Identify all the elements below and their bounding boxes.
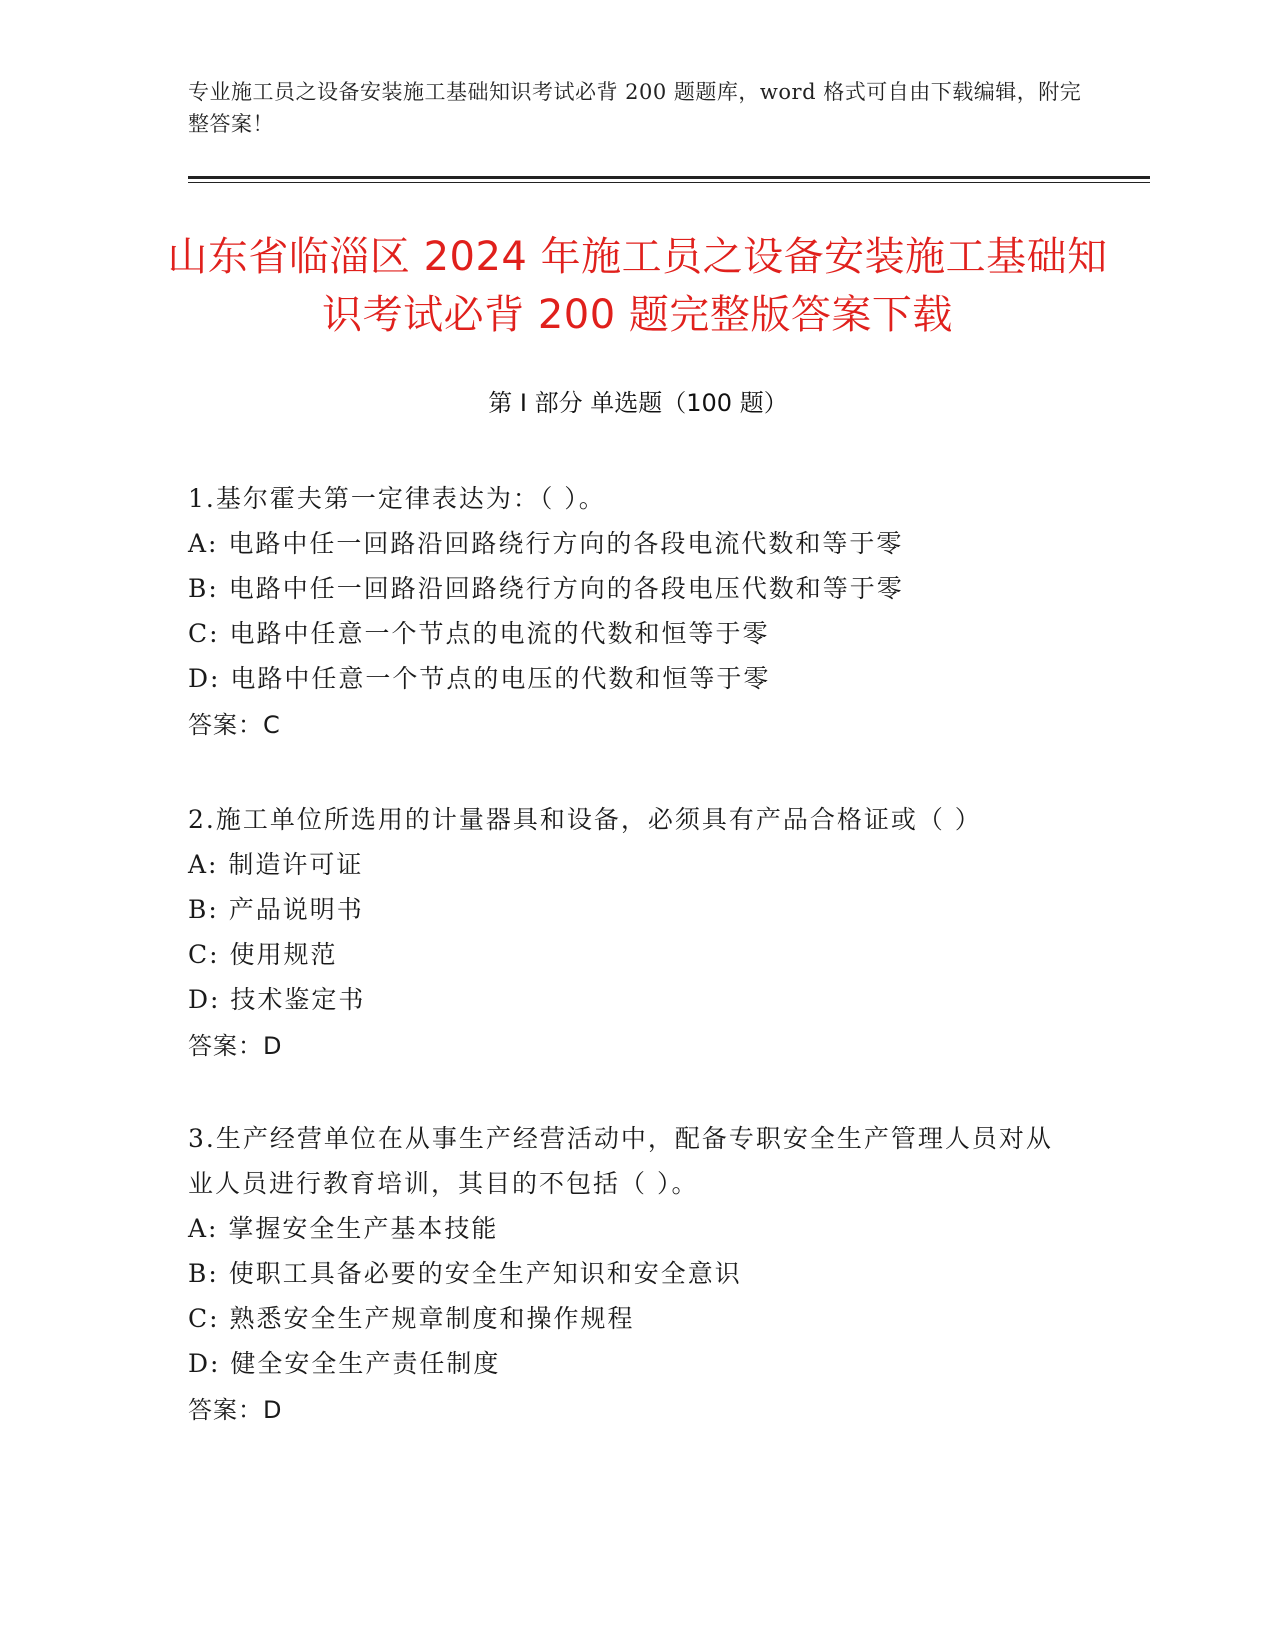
header-divider-thin — [188, 182, 1150, 183]
option-d: D: 健全安全生产责任制度 — [188, 1349, 501, 1378]
answer: 答案：D — [188, 1396, 283, 1424]
option-a: A: 电路中任一回路沿回路绕行方向的各段电流代数和等于零 — [188, 529, 904, 558]
header-note: 专业施工员之设备安装施工基础知识考试必背 200 题题库，word 格式可自由下载编辑，附完整答案！ — [188, 80, 1082, 136]
question-stem: 1.基尔霍夫第一定律表达为：（ ）。 — [188, 484, 606, 513]
question-3 — [188, 1116, 1068, 1433]
option-c: C: 熟悉安全生产规章制度和操作规程 — [188, 1304, 635, 1333]
option-a: A: 制造许可证 — [188, 850, 364, 879]
question-2 — [188, 797, 1068, 1069]
document-title: 山东省临淄区 2024 年施工员之设备安装施工基础知识考试必背 200 题完整版答案下载 — [167, 234, 1108, 338]
answer: 答案：D — [188, 1032, 283, 1060]
option-b: B: 产品说明书 — [188, 895, 364, 924]
option-d: D: 技术鉴定书 — [188, 985, 366, 1014]
option-b: B: 电路中任一回路沿回路绕行方向的各段电压代数和等于零 — [188, 574, 904, 603]
option-d: D: 电路中任意一个节点的电压的代数和恒等于零 — [188, 664, 771, 693]
option-c: C: 电路中任意一个节点的电流的代数和恒等于零 — [188, 619, 770, 648]
question-stem: 2.施工单位所选用的计量器具和设备，必须具有产品合格证或（ ） — [188, 805, 982, 834]
header-divider-thick — [188, 176, 1150, 179]
option-b: B: 使职工具备必要的安全生产知识和安全意识 — [188, 1259, 742, 1288]
answer: 答案：C — [188, 711, 281, 739]
option-c: C: 使用规范 — [188, 940, 338, 969]
option-a: A: 掌握安全生产基本技能 — [188, 1214, 499, 1243]
question-1 — [188, 476, 1068, 748]
section-heading: 第 I 部分 单选题（100 题） — [488, 389, 788, 417]
question-stem: 3.生产经营单位在从事生产经营活动中，配备专职安全生产管理人员对从业人员进行教育培训，其目的不包括（ ）。 — [188, 1124, 1053, 1198]
